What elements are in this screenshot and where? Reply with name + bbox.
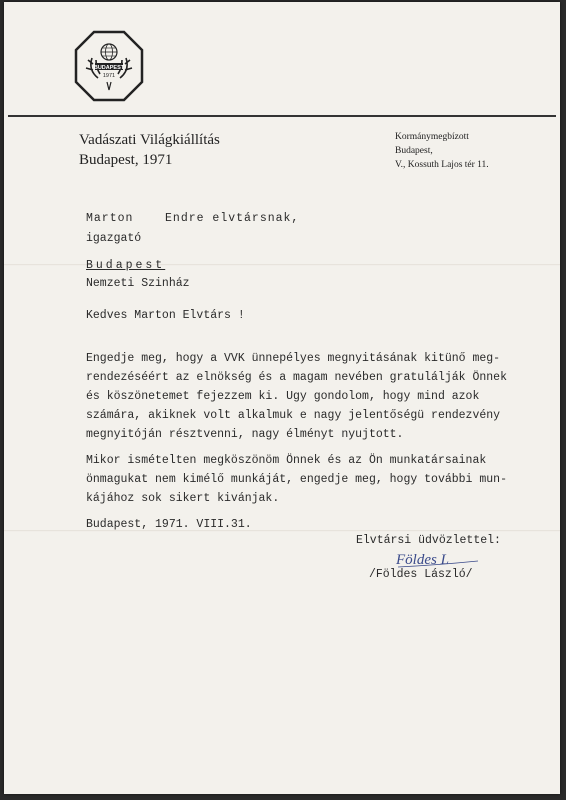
paragraph-line: megnyitóján résztvenni, nagy élményt nyujtott. (86, 428, 404, 441)
signature-text: Földes L (396, 552, 449, 568)
date-line: Budapest, 1971. VIII.31. (86, 518, 252, 531)
paragraph-1 (86, 349, 507, 444)
organization-year: 1971 (142, 152, 173, 168)
signer-name: /Földes László/ (369, 568, 473, 581)
organization-city-year (79, 152, 172, 169)
logo-text: BUDAPEST (93, 65, 125, 71)
paragraph-line: és köszönetemet fejezzem ki. Ugy gondolom, hogy mind azok (86, 390, 480, 403)
letter-page (4, 2, 560, 794)
salutation: Kedves Marton Elvtárs ! (86, 309, 245, 322)
paragraph-line: önmagukat nem kimélő munkáját, engedje meg, hogy további mun- (86, 473, 507, 486)
office-city: Budapest, (395, 146, 433, 156)
budapest-1971-logo (74, 30, 144, 102)
paragraph-2 (86, 451, 507, 508)
header-divider (8, 115, 556, 117)
organization-name: Vadászati Világkiállítás (79, 132, 220, 148)
office-title: Kormánymegbízott (395, 132, 469, 142)
paragraph-line: rendezéséért az elnökség és a magam nevében gratulálják Önnek (86, 371, 507, 384)
recipient-institution: Nemzeti Szinház (86, 277, 190, 290)
paragraph-line: Engedje meg, hogy a VVK ünnepélyes megnyitásának kitünő meg- (86, 352, 501, 365)
office-street: V., Kossuth Lajos tér 11. (395, 160, 489, 170)
recipient-name: Marton Endre elvtársnak, (86, 212, 300, 225)
office-address (395, 130, 489, 172)
paragraph-line: Mikor ismételten megköszönöm Önnek és az Ön munkatársainak (86, 454, 487, 467)
closing: Elvtársi üdvözlettel: (356, 534, 501, 547)
paragraph-line: kájához sok sikert kivánjak. (86, 492, 280, 505)
organization-city: Budapest, (79, 152, 139, 168)
recipient-title: igazgató (86, 232, 142, 245)
paragraph-line: számára, akiknek volt alkalmuk e nagy jelentőségü rendezvény (86, 409, 501, 422)
logo-year: 1971 (102, 73, 116, 79)
recipient-city: Budapest (86, 259, 166, 272)
